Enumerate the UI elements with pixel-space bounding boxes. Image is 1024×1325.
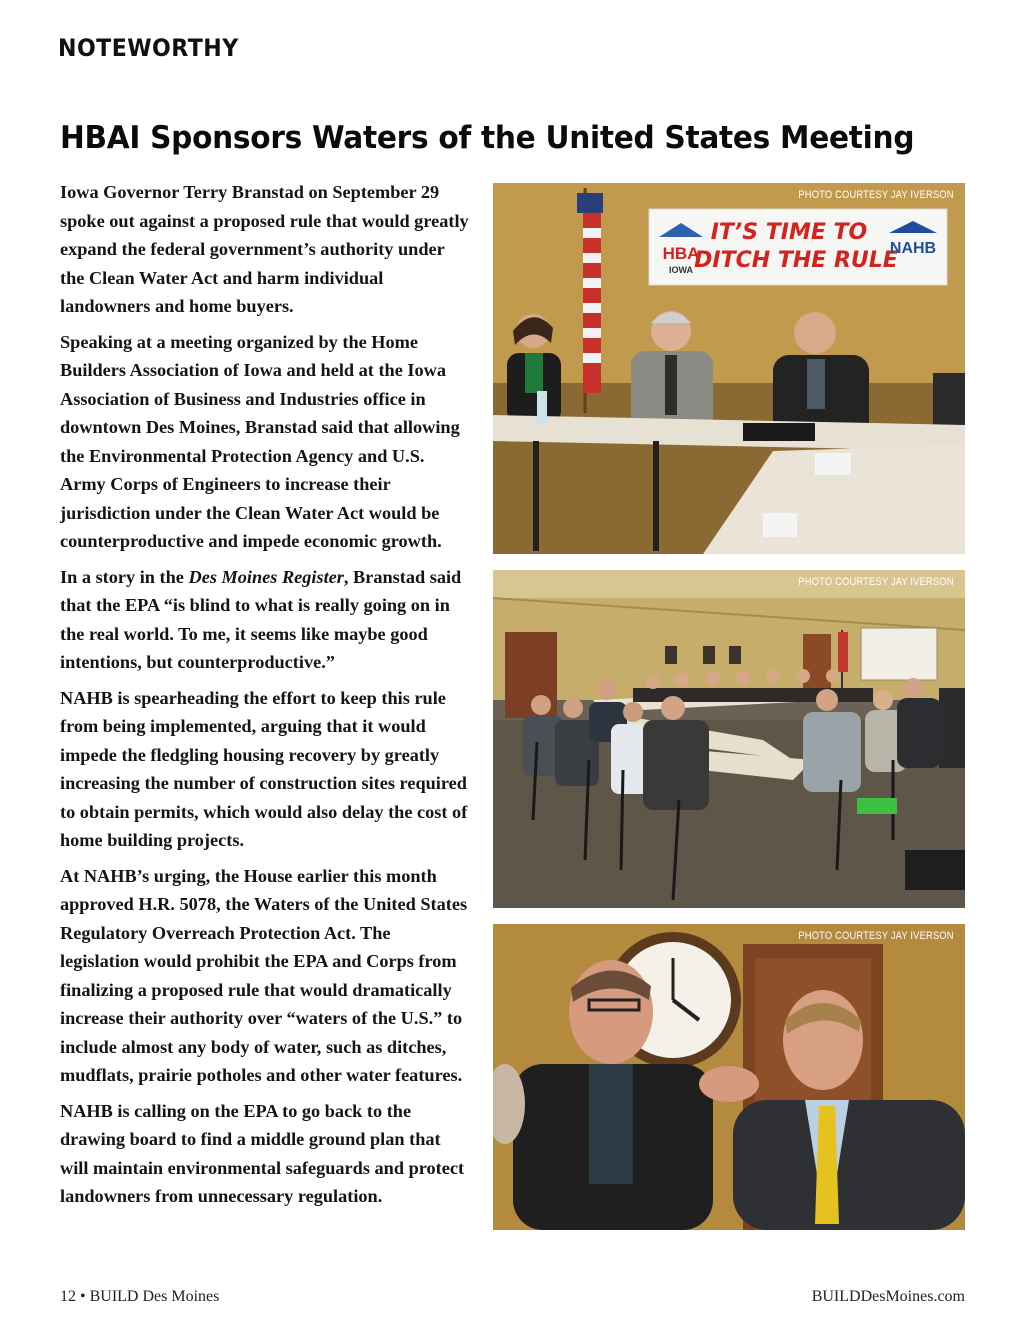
photo-image	[493, 924, 965, 1230]
article-headline: HBAI Sponsors Waters of the United States Meeting	[60, 120, 915, 156]
photo-conversation	[493, 924, 965, 1230]
banner	[649, 209, 947, 285]
section-label: NOTEWORTHY	[58, 34, 239, 62]
photo-governor-meeting	[493, 183, 965, 554]
photo-meeting-room	[493, 570, 965, 908]
photo-credit: PHOTO COURTESY JAY IVERSON	[798, 189, 954, 201]
banner-slogan-line1: IT’S TIME TO	[710, 220, 868, 245]
nahb-logo: NAHB	[889, 240, 937, 257]
hba-logo: HBA	[662, 244, 700, 263]
article-text: , Branstad said that the EPA “is blind to what is really going on in the real world. To me, it seems like maybe good intentions, but counterproductive.”	[60, 566, 462, 672]
article-text: In a story in the	[60, 566, 189, 587]
banner-slogan-line2: DITCH THE RULE	[694, 248, 898, 273]
footer-page-info: 12 • BUILD Des Moines	[60, 1288, 220, 1305]
article-paragraph: NAHB is calling on the EPA to go back to the drawing board to find a middle ground plan that will maintain environmental safeguards and protect landowners from unnecessary regulation.	[60, 1100, 465, 1206]
photo-credit: PHOTO COURTESY JAY IVERSON	[798, 930, 954, 942]
footer-website: BUILDDesMoines.com	[811, 1288, 965, 1305]
projection-screen	[861, 628, 937, 680]
article-paragraph: Speaking at a meeting organized by the Home Builders Association of Iowa and held at the Iowa Association of Business and Industries office in downtown Des Moines, Branstad said that allowing the Environmental Protection Agency and U.S. Army Corps of Engineers to increase their jurisdiction under the Clean Water Act would be counterproductive and impede economic growth.	[60, 331, 460, 551]
photo-image	[493, 570, 965, 908]
article-body	[60, 178, 472, 1218]
article-paragraph	[60, 563, 472, 677]
article-paragraph: At NAHB’s urging, the House earlier this month approved H.R. 5078, the Waters of the United States Regulatory Overreach Protection Act. The legislation would prohibit the EPA and Corps from finalizing a proposed rule that would dramatically increase their authority over “waters of the U.S.” to include almost any body of water, such as ditches, mudflats, prairie potholes and other water features.	[60, 865, 468, 1085]
hba-sub: IOWA	[669, 265, 693, 275]
article-paragraph: NAHB is spearheading the effort to keep this rule from being implemented, arguing that it would impede the fledgling housing recovery by greatly increasing the number of construction sites required to obtain permits, which would also delay the cost of home building projects.	[60, 687, 468, 850]
photo-credit: PHOTO COURTESY JAY IVERSON	[798, 576, 954, 588]
photo-image	[493, 183, 965, 554]
source-citation: Des Moines Register	[188, 566, 344, 587]
article-paragraph: Iowa Governor Terry Branstad on September 29 spoke out against a proposed rule that would greatly expand the federal government’s authority under the Clean Water Act and harm individual landowners and home buyers.	[60, 182, 469, 316]
